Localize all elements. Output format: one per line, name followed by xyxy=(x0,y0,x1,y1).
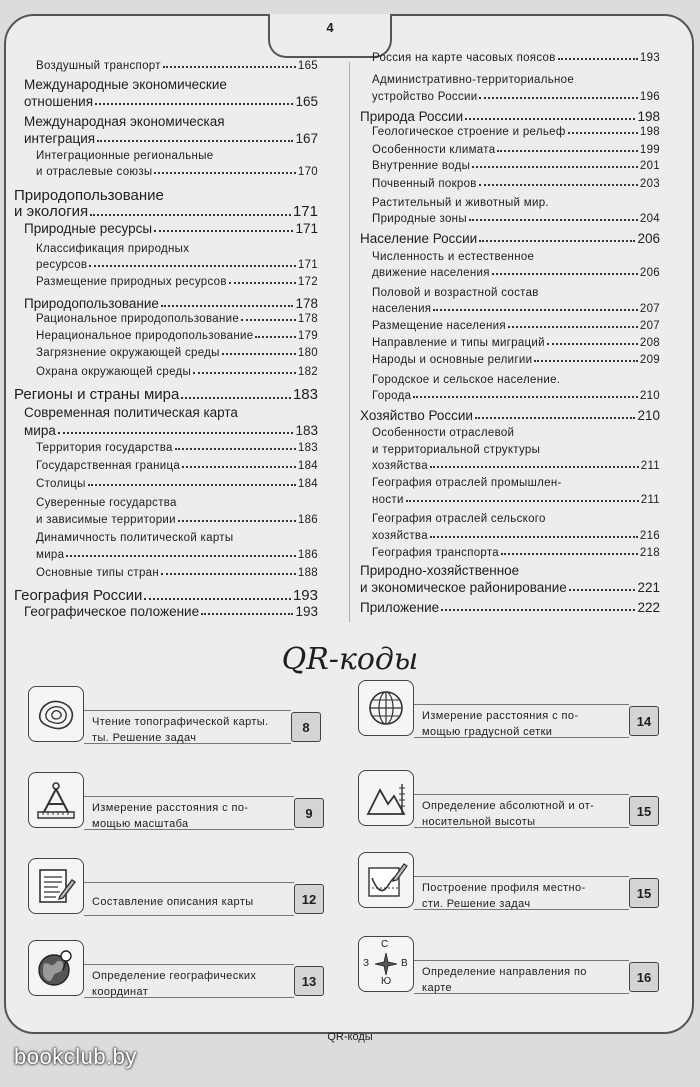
dot-leader xyxy=(441,609,635,611)
toc-entry-title: Динамичность политической карты xyxy=(36,532,234,544)
dot-leader xyxy=(472,166,638,168)
dot-leader xyxy=(465,118,635,120)
toc-entry-page: 196 xyxy=(639,91,660,103)
qr-item-page-badge: 13 xyxy=(294,966,324,996)
dot-leader xyxy=(430,536,638,538)
qr-item-page-badge: 15 xyxy=(629,796,659,826)
qr-item-label xyxy=(422,880,623,912)
toc-entry-page: 167 xyxy=(295,131,318,146)
toc-entry-page: 206 xyxy=(637,231,660,246)
dot-leader xyxy=(430,466,639,468)
toc-entry xyxy=(372,337,660,349)
toc-entry-page: 221 xyxy=(637,580,660,595)
toc-entry xyxy=(372,287,660,299)
toc-entry-page: 188 xyxy=(297,567,318,579)
dot-leader xyxy=(154,172,295,174)
toc-entry xyxy=(372,74,660,86)
dot-leader xyxy=(413,396,638,398)
toc-entry xyxy=(36,259,318,271)
toc-entry xyxy=(24,131,318,146)
toc-entry-page: 186 xyxy=(297,514,318,526)
toc-entry-page: 211 xyxy=(640,494,660,506)
toc-entry-title: и территориальной структуры xyxy=(372,444,541,456)
toc-entry-page: 171 xyxy=(292,203,318,220)
toc-entry xyxy=(372,444,660,456)
dot-leader xyxy=(229,282,296,284)
toc-entry xyxy=(372,320,660,332)
toc-entry-title: Внутренние воды xyxy=(372,160,471,172)
toc-entry-title: Население России xyxy=(360,231,478,246)
toc-entry-title: Размещение природных ресурсов xyxy=(36,276,227,288)
dot-leader xyxy=(479,97,637,99)
toc-entry-title: отношения xyxy=(24,94,94,109)
toc-entry-page: 210 xyxy=(637,408,660,423)
toc-entry xyxy=(24,423,318,438)
toc-entry xyxy=(372,91,660,103)
toc-entry-page: 207 xyxy=(639,320,660,332)
toc-entry-page: 201 xyxy=(639,160,660,172)
dot-leader xyxy=(433,309,638,311)
toc-entry-title: Регионы и страны мира xyxy=(14,386,180,403)
toc-entry xyxy=(372,390,660,402)
toc-entry-page: 165 xyxy=(297,60,318,72)
toc-entry-title: Природопользование xyxy=(14,187,164,204)
toc-entry-page: 179 xyxy=(297,330,318,342)
toc-entry-page: 198 xyxy=(637,109,660,124)
toc-entry-title: Природные ресурсы xyxy=(24,221,153,236)
toc-entry xyxy=(360,580,660,595)
toc-entry-title: ресурсов xyxy=(36,259,88,271)
toc-entry-title: Городское и сельское население. xyxy=(372,374,561,386)
toc-entry-title: Международная экономическая xyxy=(24,114,225,129)
dot-leader xyxy=(90,214,291,216)
toc-entry xyxy=(360,408,660,423)
dot-leader xyxy=(88,484,296,486)
column-divider xyxy=(349,62,350,622)
toc-entry-title: География транспорта xyxy=(372,547,500,559)
toc-entry xyxy=(360,600,660,615)
toc-entry-title: интеграция xyxy=(24,131,96,146)
dot-leader xyxy=(163,66,296,68)
toc-entry xyxy=(372,144,660,156)
toc-entry xyxy=(36,330,318,342)
qr-item[interactable] xyxy=(358,936,658,998)
toc-entry-title: Россия на карте часовых поясов xyxy=(372,52,556,64)
toc-entry xyxy=(36,313,318,325)
toc-entry-title: Половой и возрастной состав xyxy=(372,287,539,299)
toc-entry xyxy=(36,532,318,544)
toc-entry-title: Нерациональное природопользование xyxy=(36,330,254,342)
toc-entry-title: Природа России xyxy=(360,109,464,124)
toc-entry-page: 203 xyxy=(639,178,660,190)
qr-item-label-line2: мощью градусной сетки xyxy=(422,726,553,738)
dot-leader xyxy=(58,432,294,434)
toc-entry-title: Классификация природных xyxy=(36,243,190,255)
qr-item-label-line2: мощью масштаба xyxy=(92,818,189,830)
toc-entry-page: 183 xyxy=(297,442,318,454)
toc-entry-page: 171 xyxy=(297,259,318,271)
dot-leader xyxy=(492,273,638,275)
dot-leader xyxy=(475,417,636,419)
toc-entry xyxy=(14,587,318,604)
toc-entry xyxy=(360,563,660,578)
toc-entry xyxy=(372,197,660,209)
toc-entry xyxy=(372,160,660,172)
toc-entry-title: Территория государства xyxy=(36,442,173,454)
dot-leader xyxy=(255,336,295,338)
toc-entry-page: 184 xyxy=(297,460,318,472)
toc-entry xyxy=(36,347,318,359)
qr-item-page-badge: 12 xyxy=(294,884,324,914)
dot-leader xyxy=(95,103,293,105)
toc-entry-title: Географическое положение xyxy=(24,604,200,619)
toc-entry-page: 204 xyxy=(639,213,660,225)
toc-entry xyxy=(372,303,660,315)
qr-item-label-line1: Определение абсолютной и от- xyxy=(422,800,595,812)
toc-entry-title: Природопользование xyxy=(24,296,159,311)
watermark: bookclub.by xyxy=(14,1044,137,1069)
toc-entry-title: и экология xyxy=(14,203,89,220)
toc-entry-page: 182 xyxy=(297,366,318,378)
toc-entry xyxy=(372,52,660,64)
document-pen-icon xyxy=(28,858,84,914)
toc-entry-title: Основные типы стран xyxy=(36,567,159,579)
toc-entry xyxy=(360,231,660,246)
qr-item-label-line1: Измерение расстояния с по- xyxy=(92,802,249,814)
dot-leader xyxy=(161,305,294,307)
toc-entry xyxy=(36,366,318,378)
dot-leader xyxy=(547,343,638,345)
toc-entry-page: 207 xyxy=(639,303,660,315)
toc-entry xyxy=(372,251,660,263)
qr-item-label xyxy=(422,708,623,740)
toc-entry-title: Размещение населения xyxy=(372,320,506,332)
qr-item[interactable] xyxy=(28,772,313,834)
dot-leader xyxy=(501,553,638,555)
toc-entry xyxy=(372,477,660,489)
toc-entry xyxy=(14,187,318,204)
qr-item-label xyxy=(422,798,623,830)
page-number: 4 xyxy=(326,20,334,35)
toc-entry xyxy=(372,267,660,279)
toc-entry xyxy=(24,296,318,311)
toc-entry xyxy=(372,178,660,190)
toc-entry xyxy=(36,567,318,579)
toc-entry-title: Природные зоны xyxy=(372,213,467,225)
toc-entry-page: 184 xyxy=(297,478,318,490)
toc-entry-title: Столицы xyxy=(36,478,86,490)
toc-entry xyxy=(372,547,660,559)
toc-entry-title: Современная политическая карта xyxy=(24,405,238,420)
toc-entry-title: Города xyxy=(372,390,412,402)
toc-entry-page: 170 xyxy=(297,166,318,178)
dot-leader xyxy=(144,598,291,600)
toc-entry xyxy=(372,213,660,225)
toc-entry-page: 186 xyxy=(297,549,318,561)
toc-entry-title: География России xyxy=(14,587,143,604)
toc-entry xyxy=(372,530,660,542)
toc-entry xyxy=(36,166,318,178)
toc-entry-title: устройство России xyxy=(372,91,478,103)
toc-entry-title: География отраслей сельского xyxy=(372,513,546,525)
toc-entry-title: Международные экономические xyxy=(24,77,227,92)
toc-entry xyxy=(372,126,660,138)
toc-entry xyxy=(36,60,318,72)
compass-divider-icon xyxy=(28,772,84,828)
qr-item-label-line1: Построение профиля местно- xyxy=(422,882,586,894)
compass-south: Ю xyxy=(381,976,392,987)
qr-item-label-line1: Измерение расстояния с по- xyxy=(422,710,579,722)
dot-leader xyxy=(181,397,291,399)
dot-leader xyxy=(222,353,296,355)
topographic-map-icon xyxy=(28,686,84,742)
toc-entry-page: 193 xyxy=(292,587,318,604)
terrain-profile-icon xyxy=(358,852,414,908)
toc-entry-title: Государственная граница xyxy=(36,460,181,472)
toc-entry-title: Природно-хозяйственное xyxy=(360,563,520,578)
dot-leader xyxy=(568,132,638,134)
toc-entry xyxy=(372,460,660,472)
toc-entry-page: 209 xyxy=(639,354,660,366)
toc-entry-page: 183 xyxy=(295,423,318,438)
toc-entry xyxy=(14,386,318,403)
qr-item-label-line2: Составление описания карты xyxy=(92,896,254,908)
dot-leader xyxy=(497,150,638,152)
toc-entry-page: 171 xyxy=(295,221,318,236)
toc-entry-page: 193 xyxy=(639,52,660,64)
toc-entry-page: 178 xyxy=(297,313,318,325)
dot-leader xyxy=(201,613,293,615)
toc-entry-page: 206 xyxy=(639,267,660,279)
toc-entry xyxy=(36,442,318,454)
qr-item-label xyxy=(422,964,623,996)
toc-entry-page: 211 xyxy=(640,460,660,472)
globe-icon xyxy=(358,680,414,736)
toc-entry-title: Народы и основные религии xyxy=(372,354,533,366)
dot-leader xyxy=(97,140,293,142)
toc-entry-title: и зависимые территории xyxy=(36,514,176,526)
dot-leader xyxy=(569,589,636,591)
toc-entry xyxy=(372,513,660,525)
qr-item-label xyxy=(92,714,285,746)
qr-item-label-line1: Чтение топографической карты. xyxy=(92,716,269,728)
toc-entry-title: Почвенный покров xyxy=(372,178,477,190)
toc-entry-title: Геологическое строение и рельеф xyxy=(372,126,566,138)
toc-entry xyxy=(14,203,318,220)
toc-entry-page: 208 xyxy=(639,337,660,349)
toc-entry xyxy=(360,109,660,124)
qr-item-label-line2: координат xyxy=(92,986,149,998)
toc-entry-title: населения xyxy=(372,303,432,315)
toc-entry-title: Численность и естественное xyxy=(372,251,535,263)
toc-entry-title: движение населения xyxy=(372,267,490,279)
dot-leader xyxy=(469,219,638,221)
dot-leader xyxy=(161,573,296,575)
qr-item[interactable] xyxy=(28,858,317,920)
dot-leader xyxy=(406,500,639,502)
toc-entry-page: 199 xyxy=(639,144,660,156)
toc-entry xyxy=(372,374,660,386)
qr-item-page-badge: 14 xyxy=(629,706,659,736)
qr-section-title: QR-коды xyxy=(281,642,419,677)
toc-entry-title: Хозяйство России xyxy=(360,408,473,423)
dot-leader xyxy=(479,184,638,186)
toc-entry-title: хозяйства xyxy=(372,460,428,472)
qr-item-label-line2: карте xyxy=(422,982,453,994)
toc-entry-page: 222 xyxy=(637,600,660,615)
toc-entry-page: 165 xyxy=(295,94,318,109)
toc-entry-page: 193 xyxy=(295,604,318,619)
toc-entry xyxy=(24,77,318,92)
toc-entry xyxy=(36,497,318,509)
toc-entry xyxy=(36,478,318,490)
toc-entry-page: 183 xyxy=(292,386,318,403)
qr-item-label-line2: ты. Решение задач xyxy=(92,732,197,744)
toc-entry xyxy=(372,494,660,506)
dot-leader xyxy=(154,230,293,232)
toc-entry-title: Охрана окружающей среды xyxy=(36,366,192,378)
toc-entry-title: Суверенные государства xyxy=(36,497,177,509)
qr-item-label xyxy=(92,968,288,1000)
qr-item[interactable] xyxy=(28,940,317,1002)
toc-entry-page: 210 xyxy=(639,390,660,402)
toc-entry-page: 172 xyxy=(297,276,318,288)
qr-item[interactable] xyxy=(358,680,658,742)
toc-entry-page: 198 xyxy=(639,126,660,138)
dot-leader xyxy=(89,265,296,267)
dot-leader xyxy=(241,319,296,321)
toc-entry-title: Загрязнение окружающей среды xyxy=(36,347,220,359)
compass-rose-icon xyxy=(358,936,414,992)
qr-item-page-badge: 8 xyxy=(291,712,321,742)
toc-entry-title: Особенности климата xyxy=(372,144,496,156)
qr-item-label-line2: сти. Решение задач xyxy=(422,898,531,910)
mountain-height-icon xyxy=(358,770,414,826)
toc-entry-page: 180 xyxy=(297,347,318,359)
toc-entry-page: 218 xyxy=(639,547,660,559)
toc-entry xyxy=(36,243,318,255)
toc-entry xyxy=(372,427,660,439)
toc-entry-title: мира xyxy=(36,549,65,561)
dot-leader xyxy=(508,326,638,328)
toc-entry xyxy=(372,354,660,366)
dot-leader xyxy=(558,58,638,60)
qr-item-label-line1: Определение направления по xyxy=(422,966,587,978)
toc-entry-title: Рациональное природопользование xyxy=(36,313,240,325)
qr-item[interactable] xyxy=(358,852,658,914)
dot-leader xyxy=(66,555,296,557)
toc-entry-title: и экономическое районирование xyxy=(360,580,567,595)
dot-leader xyxy=(479,240,635,242)
toc-entry xyxy=(36,460,318,472)
toc-entry-title: и отраслевые союзы xyxy=(36,166,153,178)
qr-item-label xyxy=(92,800,288,832)
toc-entry xyxy=(36,150,318,162)
page-footer: QR-коды xyxy=(327,1031,373,1043)
compass-east: В xyxy=(401,958,408,969)
qr-item[interactable] xyxy=(28,686,310,748)
toc-entry-title: Направление и типы миграций xyxy=(372,337,545,349)
dot-leader xyxy=(534,360,638,362)
qr-item-label-line1: Определение географических xyxy=(92,970,257,982)
toc-entry-page: 178 xyxy=(295,296,318,311)
toc-entry-title: ности xyxy=(372,494,404,506)
dot-leader xyxy=(182,466,296,468)
qr-item-label-line2: носительной высоты xyxy=(422,816,536,828)
toc-entry-title: мира xyxy=(24,423,56,438)
compass-west: З xyxy=(363,958,370,969)
qr-item-page-badge: 15 xyxy=(629,878,659,908)
toc-entry-title: Интеграционные региональные xyxy=(36,150,214,162)
toc-entry xyxy=(36,276,318,288)
toc-entry-title: хозяйства xyxy=(372,530,428,542)
dot-leader xyxy=(175,448,296,450)
compass-north: С xyxy=(381,939,389,950)
toc-entry-title: Приложение xyxy=(360,600,440,615)
qr-item-page-badge: 16 xyxy=(629,962,659,992)
toc-entry-page: 216 xyxy=(639,530,660,542)
toc-entry xyxy=(24,94,318,109)
dot-leader xyxy=(178,520,296,522)
toc-entry-title: Воздушный транспорт xyxy=(36,60,161,72)
toc-entry xyxy=(36,514,318,526)
toc-entry xyxy=(24,604,318,619)
toc-entry xyxy=(24,114,318,129)
qr-item-label xyxy=(92,894,288,910)
globe-pin-icon xyxy=(28,940,84,996)
toc-entry xyxy=(36,549,318,561)
toc-entry-title: География отраслей промышлен- xyxy=(372,477,562,489)
dot-leader xyxy=(193,372,296,374)
toc-entry-title: Растительный и животный мир. xyxy=(372,197,549,209)
qr-item[interactable] xyxy=(358,770,658,832)
toc-entry xyxy=(24,221,318,236)
toc-entry-title: Особенности отраслевой xyxy=(372,427,515,439)
toc-entry xyxy=(24,405,318,420)
toc-entry-title: Административно-территориальное xyxy=(372,74,575,86)
qr-item-page-badge: 9 xyxy=(294,798,324,828)
